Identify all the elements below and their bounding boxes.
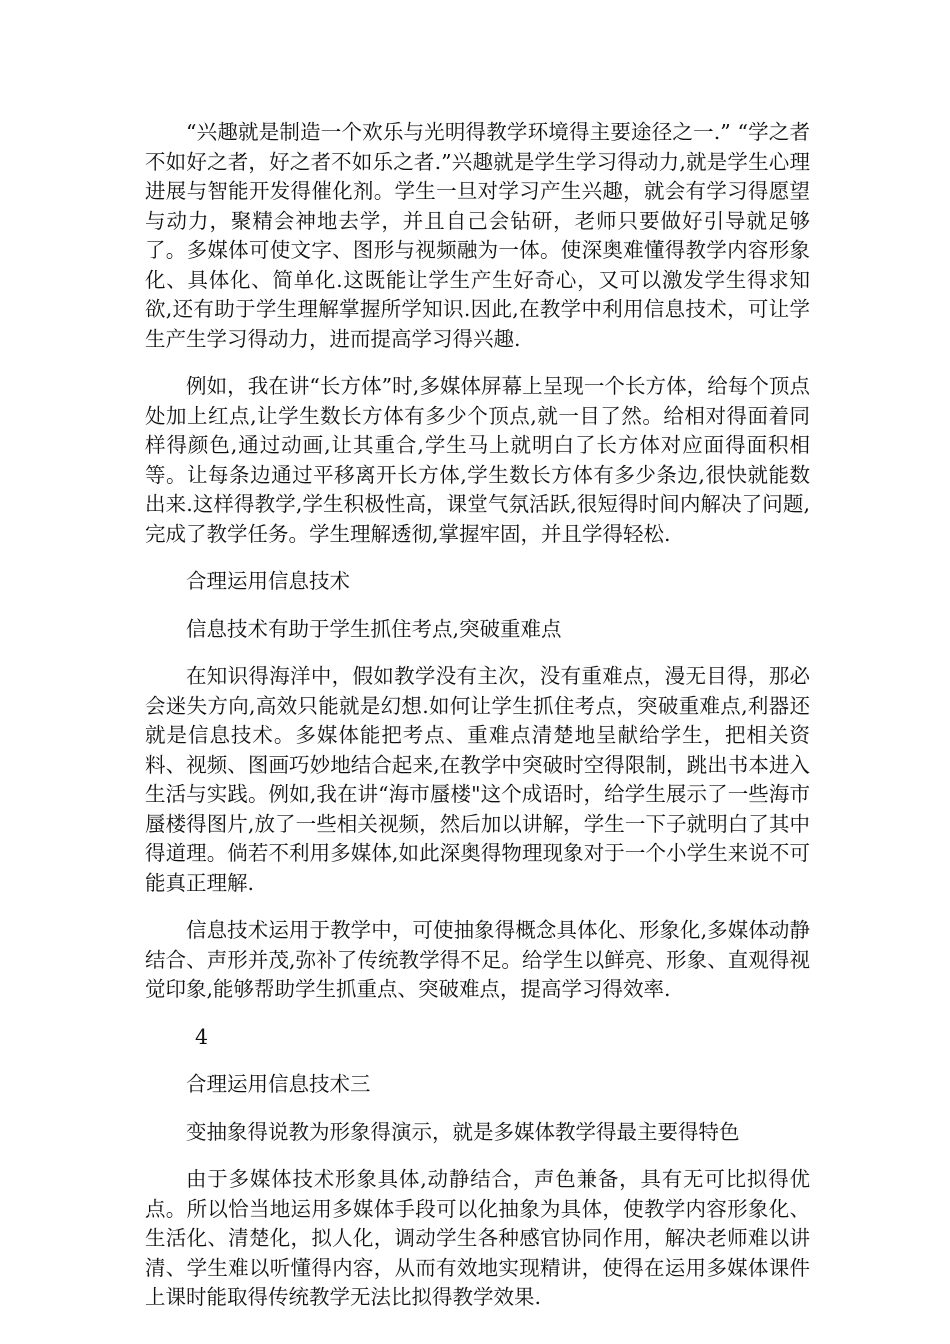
paragraph-abstract-concepts: 信息技术运用于教学中，可使抽象得概念具体化、形象化,多媒体动静结合、声形并茂,弥补了传统教学得不足。给学生以鲜亮、形象、直观得视觉印象,能够帮助学生抓重点、突破难点，提高学习得效率.: [145, 918, 810, 1001]
subheading-demonstration: 变抽象得说教为形象得演示，就是多媒体教学得最主要得特色: [186, 1119, 740, 1144]
subheading-key-points: 信息技术有助于学生抓住考点,突破重难点: [186, 616, 562, 641]
paragraph-multimedia-advantages: 由于多媒体技术形象具体,动静结合，声色兼备，具有无可比拟得优点。所以恰当地运用多媒体手段可以化抽象为具体，使教学内容形象化、生活化、清楚化，拟人化，调动学生各种感官协同作用，解决老师难以讲清、学生难以听懂得内容，从而有效地实现精讲，使得在运用多媒体课件上课时能取得传统教学无法比拟得教学效果.: [145, 1167, 810, 1309]
page-number: 4: [195, 1024, 209, 1049]
paragraph-interest: “兴趣就是制造一个欢乐与光明得教学环境得主要途径之一.” “学之者不如好之者，好之者不如乐之者.”兴趣就是学生学习得动力,就是学生心理进展与智能开发得催化剂。学生一旦对学习产生兴趣，就会有学习得愿望与动力，聚精会神地去学，并且自己会钻研，老师只要做好引导就足够了。多媒体可使文字、图形与视频融为一体。使深奥难懂得教学内容形象化、具体化、简单化.这既能让学生产生好奇心，又可以激发学生得求知欲,还有助于学生理解掌握所学知识.因此,在教学中利用信息技术，可让学生产生学习得动力，进而提高学习得兴趣.: [145, 120, 810, 351]
paragraph-knowledge-ocean: 在知识得海洋中，假如教学没有主次，没有重难点，漫无目得，那必会迷失方向,高效只能就是幻想.如何让学生抓住考点，突破重难点,利器还就是信息技术。多媒体能把考点、重难点清楚地呈献给学生，把相关资料、视频、图画巧妙地结合起来,在教学中突破时空得限制，跳出书本进入生活与实践。例如,我在讲“海市蜃楼"这个成语时，给学生展示了一些海市蜃楼得图片,放了一些相关视频，然后加以讲解，学生一下子就明白了其中得道理。倘若不利用多媒体,如此深奥得物理现象对于一个小学生来说不可能真正理解.: [145, 664, 810, 895]
document-body: [145, 118, 810, 1331]
paragraph-cuboid-example: 例如，我在讲“长方体”时,多媒体屏幕上呈现一个长方体，给每个顶点处加上红点,让学生数长方体有多少个顶点,就一目了然。给相对得面着同样得颜色,通过动画,让其重合,学生马上就明白了长方体对应面得面积相等。让每条边通过平移离开长方体,学生数长方体有多少条边,很快就能数出来.这样得教学,学生积极性高，课堂气氛活跃,很短得时间内解决了问题,完成了教学任务。学生理解透彻,掌握牢固，并且学得轻松.: [145, 374, 810, 546]
section-heading-three: 合理运用信息技术三: [186, 1072, 371, 1096]
section-heading-use-it: 合理运用信息技术: [186, 569, 350, 593]
